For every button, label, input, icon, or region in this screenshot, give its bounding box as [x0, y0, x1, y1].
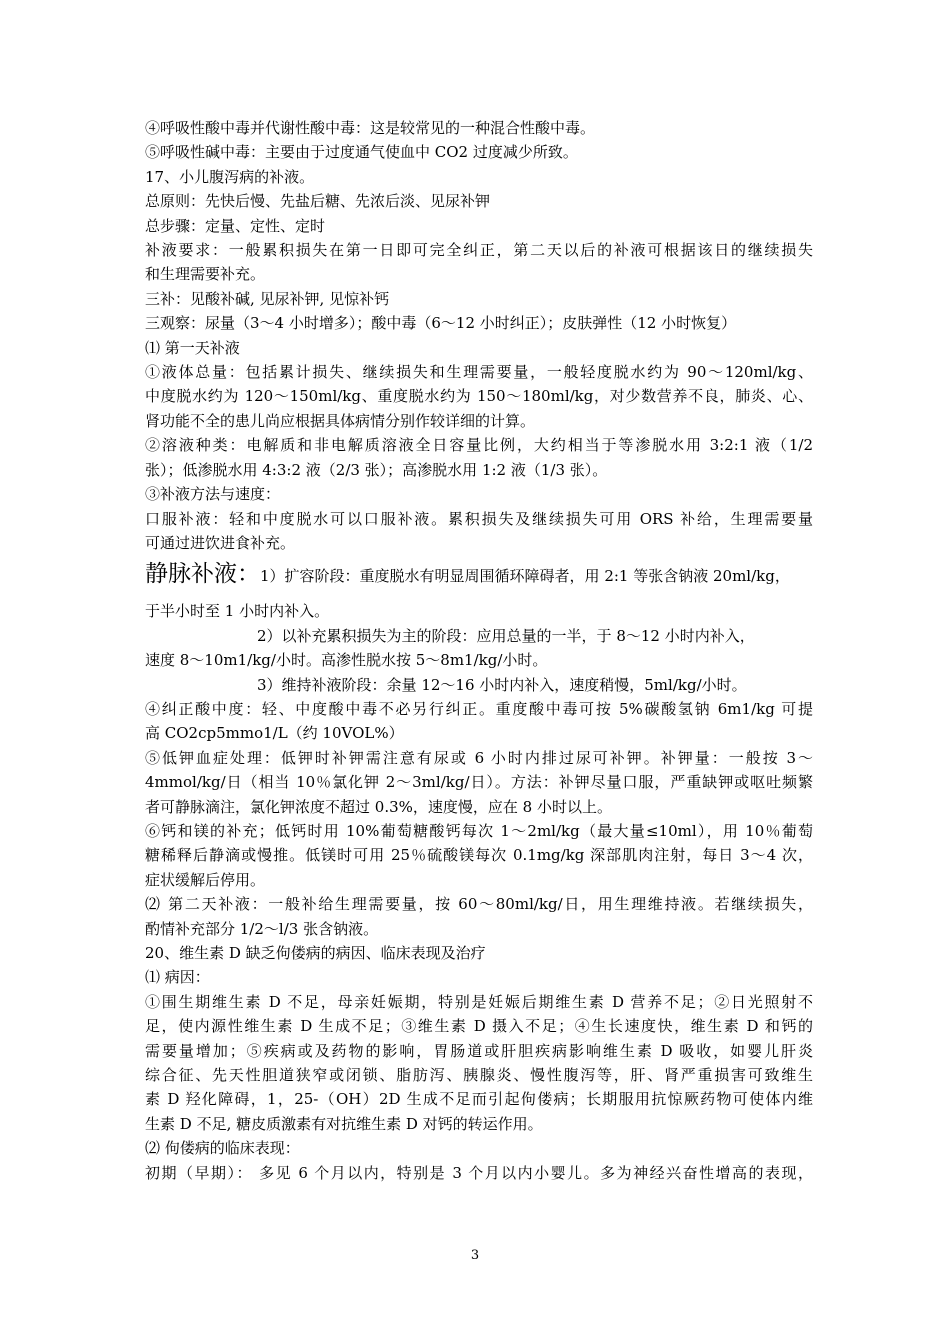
text-line: 于半小时至 1 小时内补入。: [145, 602, 330, 621]
text-line: 肾功能不全的患儿尚应根据具体病情分别作较详细的计算。: [145, 411, 536, 430]
text-line: ①围生期维生素 D 不足，母亲妊娠期，特别是妊娠后期维生素 D 营养不足；②日光照射不: [145, 992, 813, 1011]
text-line: ⑤呼吸性碱中毒：主要由于过度通气使血中 CO2 过度减少所致。: [145, 143, 578, 162]
text-line: 2）以补充累积损失为主的阶段：应用总量的一半，于 8～12 小时内补入，: [257, 626, 755, 645]
text-line: 高 CO2cp5mmo1/L（约 10VOL%）: [145, 724, 404, 743]
text-line: ⑤低钾血症处理：低钾时补钾需注意有尿或 6 小时内排过尿可补钾。补钾量：一般按 3～: [145, 748, 813, 767]
section-heading: 17、小儿腹泻病的补液。: [145, 167, 315, 186]
text-line: 足，使内源性维生素 D 生成不足；③维生素 D 摄入不足；④生长速度快，维生素 D 和钙的: [145, 1017, 813, 1036]
text-line: 总原则：先快后慢、先盐后糖、先浓后淡、见尿补钾: [145, 192, 491, 211]
text-line: 和生理需要补充。: [145, 265, 266, 284]
text-line: 三观察：尿量（3～4 小时增多）；酸中毒（6～12 小时纠正）；皮肤弹性（12 小时恢复）: [145, 314, 737, 333]
document-body: [145, 116, 813, 1185]
text-line: 1）扩容阶段：重度脱水有明显周围循环障碍者，用 2:1 等张含钠液 20ml/kg，: [260, 567, 790, 586]
text-line: ⑥钙和镁的补充；低钙时用 10%葡萄糖酸钙每次 1～2ml/kg（最大量≤10ml），用 10％葡萄: [145, 821, 813, 840]
text-line: 酌情补充部分 1/2～l/3 张含钠液。: [145, 919, 379, 938]
text-line: ④纠正酸中度：轻、中度酸中毒不必另行纠正。重度酸中毒可按 5%碳酸氢钠 6m1/kg 可提: [145, 699, 813, 718]
text-line: 者可静脉滴注，氯化钾浓度不超过 0.3%，速度慢，应在 8 小时以上。: [145, 797, 612, 816]
text-line: 三补：见酸补碱, 见尿补钾, 见惊补钙: [145, 289, 390, 308]
text-line: ①液体总量：包括累计损失、继续损失和生理需要量，一般轻度脱水约为 90～120ml/kg、: [145, 363, 813, 382]
text-line: ③补液方法与速度：: [145, 485, 281, 504]
text-line: ④呼吸性酸中毒并代谢性酸中毒：这是较常见的一种混合性酸中毒。: [145, 119, 596, 137]
text-line: 素 D 羟化障碍，1，25-（OH）2D 生成不足而引起佝偻病；长期服用抗惊厥药物可使体内维: [145, 1090, 813, 1109]
text-line: 速度 8～10m1/kg/小时。高渗性脱水按 5～8m1/kg/小时。: [145, 651, 548, 670]
text-line: 综合征、先天性胆道狭窄或闭锁、脂肪泻、胰腺炎、慢性腹泻等，肝、肾严重损害可致维生: [145, 1066, 813, 1085]
subsection-heading: ⑴ 第一天补液: [145, 338, 240, 357]
subsection-heading: ⑵ 佝偻病的临床表现：: [145, 1139, 300, 1158]
text-line: 需要量增加；⑤疾病或及药物的影响，胃肠道或肝胆疾病影响维生素 D 吸收，如婴儿肝炎: [145, 1041, 813, 1060]
text-line: 中度脱水约为 120～150ml/kg、重度脱水约为 150～180ml/kg，对少数营养不良，肺炎、心、: [145, 387, 813, 406]
text-line: ②溶液种类：电解质和非电解质溶液全日容量比例，大约相当于等渗脱水用 3:2:1 液（1/2: [145, 436, 813, 455]
section-heading: 20、维生素 D 缺乏佝偻病的病因、临床表现及治疗: [145, 944, 486, 962]
text-line: 口服补液：轻和中度脱水可以口服补液。累积损失及继续损失可用 ORS 补给，生理需要量: [145, 509, 813, 528]
iv-fluid-heading-line: [145, 555, 813, 593]
text-line: 补液要求：一般累积损失在第一日即可完全纠正，第二天以后的补液可根据该日的继续损失: [145, 241, 813, 260]
text-line: ⑵ 第二天补液：一般补给生理需要量，按 60～80ml/kg/日，用生理维持液。若继续损失，: [145, 895, 813, 914]
subsection-heading: ⑴ 病因：: [145, 968, 210, 987]
text-line: 生素 D 不足, 糖皮质激素有对抗维生素 D 对钙的转运作用。: [145, 1114, 543, 1133]
iv-fluid-heading: 静脉补液：: [145, 561, 260, 588]
text-line: 总步骤：定量、定性、定时: [145, 216, 326, 235]
text-line: 初期（早期）： 多见 6 个月以内，特别是 3 个月以内小婴儿。多为神经兴奋性增高的表现，: [145, 1163, 813, 1182]
text-line: 可通过进饮进食补充。: [145, 533, 296, 552]
text-line: 症状缓解后停用。: [145, 870, 266, 889]
text-line: 4mmol/kg/日（相当 10％氯化钾 2～3ml/kg/日）。方法：补钾尽量口服，严重缺钾或呕吐频繁: [145, 773, 813, 792]
page-number: 3: [470, 1248, 480, 1263]
text-line: 3）维持补液阶段：余量 12～16 小时内补入，速度稍慢，5ml/kg/小时。: [257, 675, 747, 694]
text-line: 张）；低渗脱水用 4:3:2 液（2/3 张）；高渗脱水用 1:2 液（1/3 张）。: [145, 460, 608, 479]
text-line: 糖稀释后静滴或慢推。低镁时可用 25％硫酸镁每次 0.1mg/kg 深部肌肉注射，每日 3～4 次，: [145, 846, 813, 865]
